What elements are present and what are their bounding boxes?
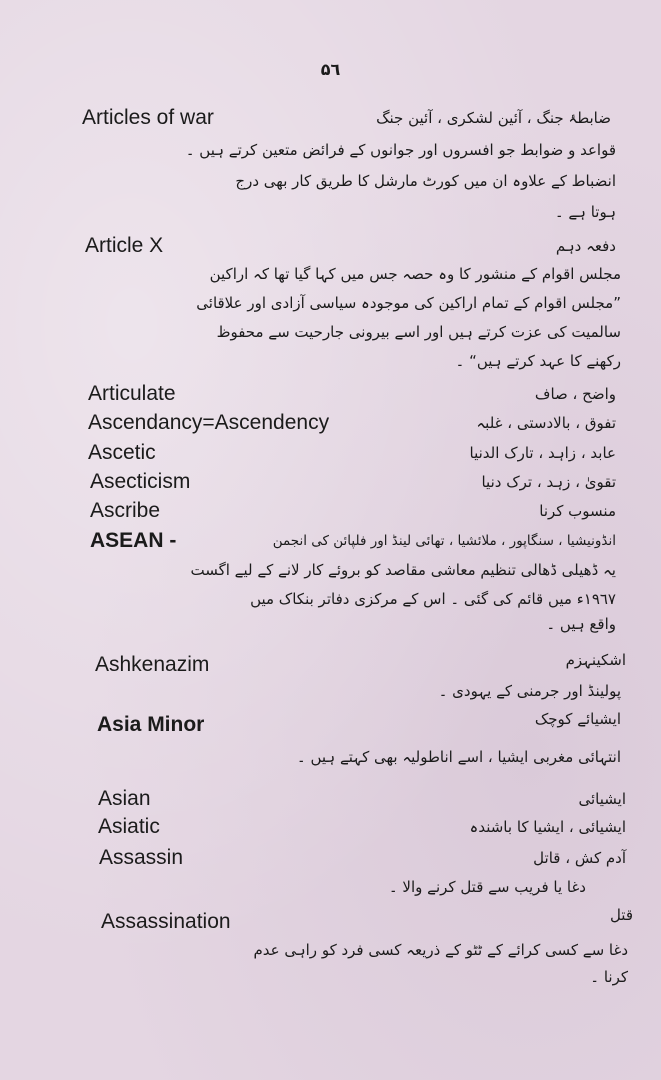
page-number: ۵٦ (320, 60, 341, 79)
entry-definition-line: ۱۹٦۷ء میں قائم کی گئی ۔ اس کے مرکزی دفاتر بنکاک میں (250, 590, 616, 608)
entry-definition-line: واقع ہیں ۔ (546, 615, 616, 633)
entry-definition-line: کرنا ۔ (590, 968, 628, 986)
entry-term: Assassin (99, 846, 184, 869)
entry-definition-line: رکھنے کا عہد کرتے ہیں“ ۔ (455, 352, 621, 370)
entry-term: Article X (85, 234, 164, 257)
entry-assassination (0, 903, 661, 933)
entry-asecticism (0, 467, 661, 497)
entry-translation: ایشیائی ، ایشیا کا باشندہ (469, 818, 626, 836)
entry-term: ASEAN - (90, 529, 177, 552)
entry-assassin (0, 843, 661, 873)
entry-translation: ایشیائے کوچک (534, 710, 621, 728)
entry-term: Asian (98, 787, 151, 810)
entry-ashkenazim (0, 647, 661, 677)
entry-term: Articles of war (82, 106, 214, 129)
entry-definition-line: پولینڈ اور جرمنی کے یہودی ۔ (438, 682, 621, 700)
entry-definition-line: مجلس اقوام کے منشور کا وہ حصہ جس میں کہا گیا تھا کہ اراکین (209, 265, 621, 283)
entry-articles-of-war (0, 103, 661, 133)
entry-article-x (0, 231, 661, 261)
entry-ascendancy (0, 408, 661, 438)
entry-definition-line: دغا یا فریب سے قتل کرنے والا ۔ (388, 878, 586, 896)
entry-asean (0, 526, 661, 556)
entry-term: Articulate (88, 382, 176, 405)
entry-term: Asia Minor (97, 713, 205, 736)
entry-term: Assassination (101, 910, 231, 933)
entry-term: Asiatic (98, 815, 160, 838)
entry-definition-line: قواعد و ضوابط جو افسروں اور جوانوں کے فرائض متعین کرتے ہیں ۔ (185, 141, 616, 159)
entry-term: Ashkenazim (95, 653, 210, 676)
entry-definition-line: انتہائی مغربی ایشیا ، اسے اناطولیہ بھی کہتے ہیں ۔ (296, 748, 621, 766)
entry-translation: واضح ، صاف (534, 385, 616, 403)
entry-translation: تفوق ، بالادستی ، غلبہ (476, 414, 616, 432)
entry-definition-line: سالمیت کی عزت کرتے ہیں اور اسے بیرونی جارحیت سے محفوظ (216, 323, 621, 341)
entry-translation: انڈونیشیا ، سنگاپور ، ملائشیا ، تھائی لینڈ اور فلپائن کی انجمن (272, 533, 616, 549)
entry-definition-line: انضباط کے علاوہ ان میں کورٹ مارشل کا طریق کار بھی درج (235, 172, 616, 190)
entry-term: Ascetic (88, 441, 156, 464)
entry-translation: منسوب کرنا (539, 502, 616, 520)
entry-translation: قتل (609, 906, 633, 924)
entry-articulate (0, 379, 661, 409)
entry-definition-line: ”مجلس اقوام کے تمام اراکین کی موجودہ سیاسی آزادی اور علاقائی (196, 294, 621, 312)
entry-translation: اشکینہزم (565, 651, 626, 669)
entry-asian (0, 784, 661, 814)
entry-ascribe (0, 496, 661, 526)
entry-translation: ایشیائی (578, 790, 626, 808)
entry-translation: دفعہ دہم (555, 237, 616, 255)
entry-translation: عابد ، زاہد ، تارک الدنیا (469, 444, 616, 462)
entry-translation: ضابطۂ جنگ ، آئین لشکری ، آئین جنگ (376, 109, 611, 127)
entry-term: Ascribe (90, 499, 161, 522)
entry-ascetic (0, 438, 661, 468)
entry-asiatic (0, 812, 661, 842)
entry-term: Ascendancy=Ascendency (88, 411, 330, 434)
entry-definition-line: ہوتا ہے ۔ (554, 203, 616, 221)
entry-definition-line: دغا سے کسی کرائے کے ٹٹو کے ذریعہ کسی فرد کو راہی عدم (253, 941, 628, 959)
entry-term: Asecticism (90, 470, 191, 493)
entry-translation: تقویٰ ، زہد ، ترک دنیا (481, 473, 616, 491)
entry-asia-minor (0, 706, 661, 736)
entry-translation: آدم کش ، قاتل (533, 849, 626, 867)
entry-definition-line: یہ ڈھیلی ڈھالی تنظیم معاشی مقاصد کو بروئے کار لانے کے لیے اگست (190, 561, 616, 579)
